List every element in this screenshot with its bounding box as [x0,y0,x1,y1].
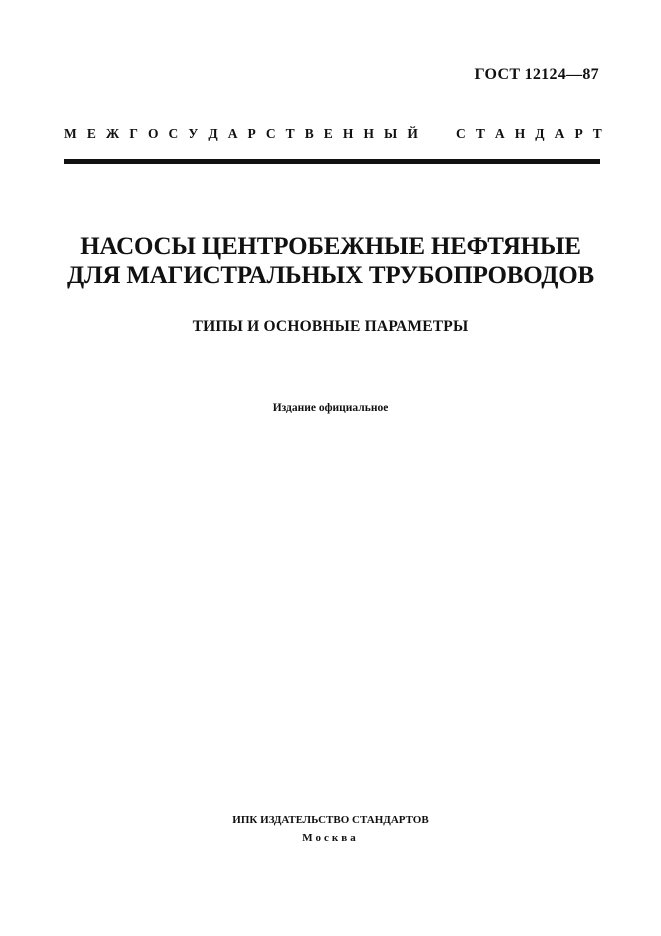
title-line-1: НАСОСЫ ЦЕНТРОБЕЖНЫЕ НЕФТЯНЫЕ [80,233,581,260]
heading-letter: С [265,126,276,141]
heading-letter: Е [323,126,333,141]
heading-letter: Д [535,126,545,141]
heading-letter: Р [247,126,256,141]
heading-letter: М [64,126,77,141]
publisher-city: Москва [302,832,359,844]
heading-letter: Н [363,126,374,141]
standard-type-heading [64,126,602,142]
heading-letter: А [554,126,565,141]
heading-letter: С [168,126,179,141]
heading-letter: Д [208,126,218,141]
heading-letter: У [188,126,199,141]
heading-letter: А [494,126,505,141]
heading-letter: Н [514,126,526,141]
heading-letter: Г [129,126,138,141]
heading-letter: Й [407,126,418,141]
heading-letter: Н [342,126,354,141]
heading-letter: Т [285,126,295,141]
heading-letter: О [147,126,159,141]
heading-letter-gap [428,126,446,142]
publisher-name: ИПК ИЗДАТЕЛЬСТВО СТАНДАРТОВ [232,814,429,826]
heading-letter: Ы [384,126,398,141]
heading-letter: Т [475,126,485,141]
heading-letter: Т [592,126,602,141]
heading-letter: Р [574,126,583,141]
edition-note: Издание официальное [272,402,389,414]
document-code: ГОСТ 12124—87 [474,66,599,83]
heading-letter: В [304,126,314,141]
title-line-2: ДЛЯ МАГИСТРАЛЬНЫХ ТРУБОПРОВОДОВ [67,262,594,289]
heading-letter: С [456,126,466,141]
document-subtitle: ТИПЫ И ОСНОВНЫЕ ПАРАМЕТРЫ [192,318,469,335]
heading-letter: А [227,126,238,141]
heading-letter: Е [86,126,96,141]
heading-letter: Ж [105,126,120,141]
document-title [20,232,641,290]
heading-rule [64,159,600,164]
